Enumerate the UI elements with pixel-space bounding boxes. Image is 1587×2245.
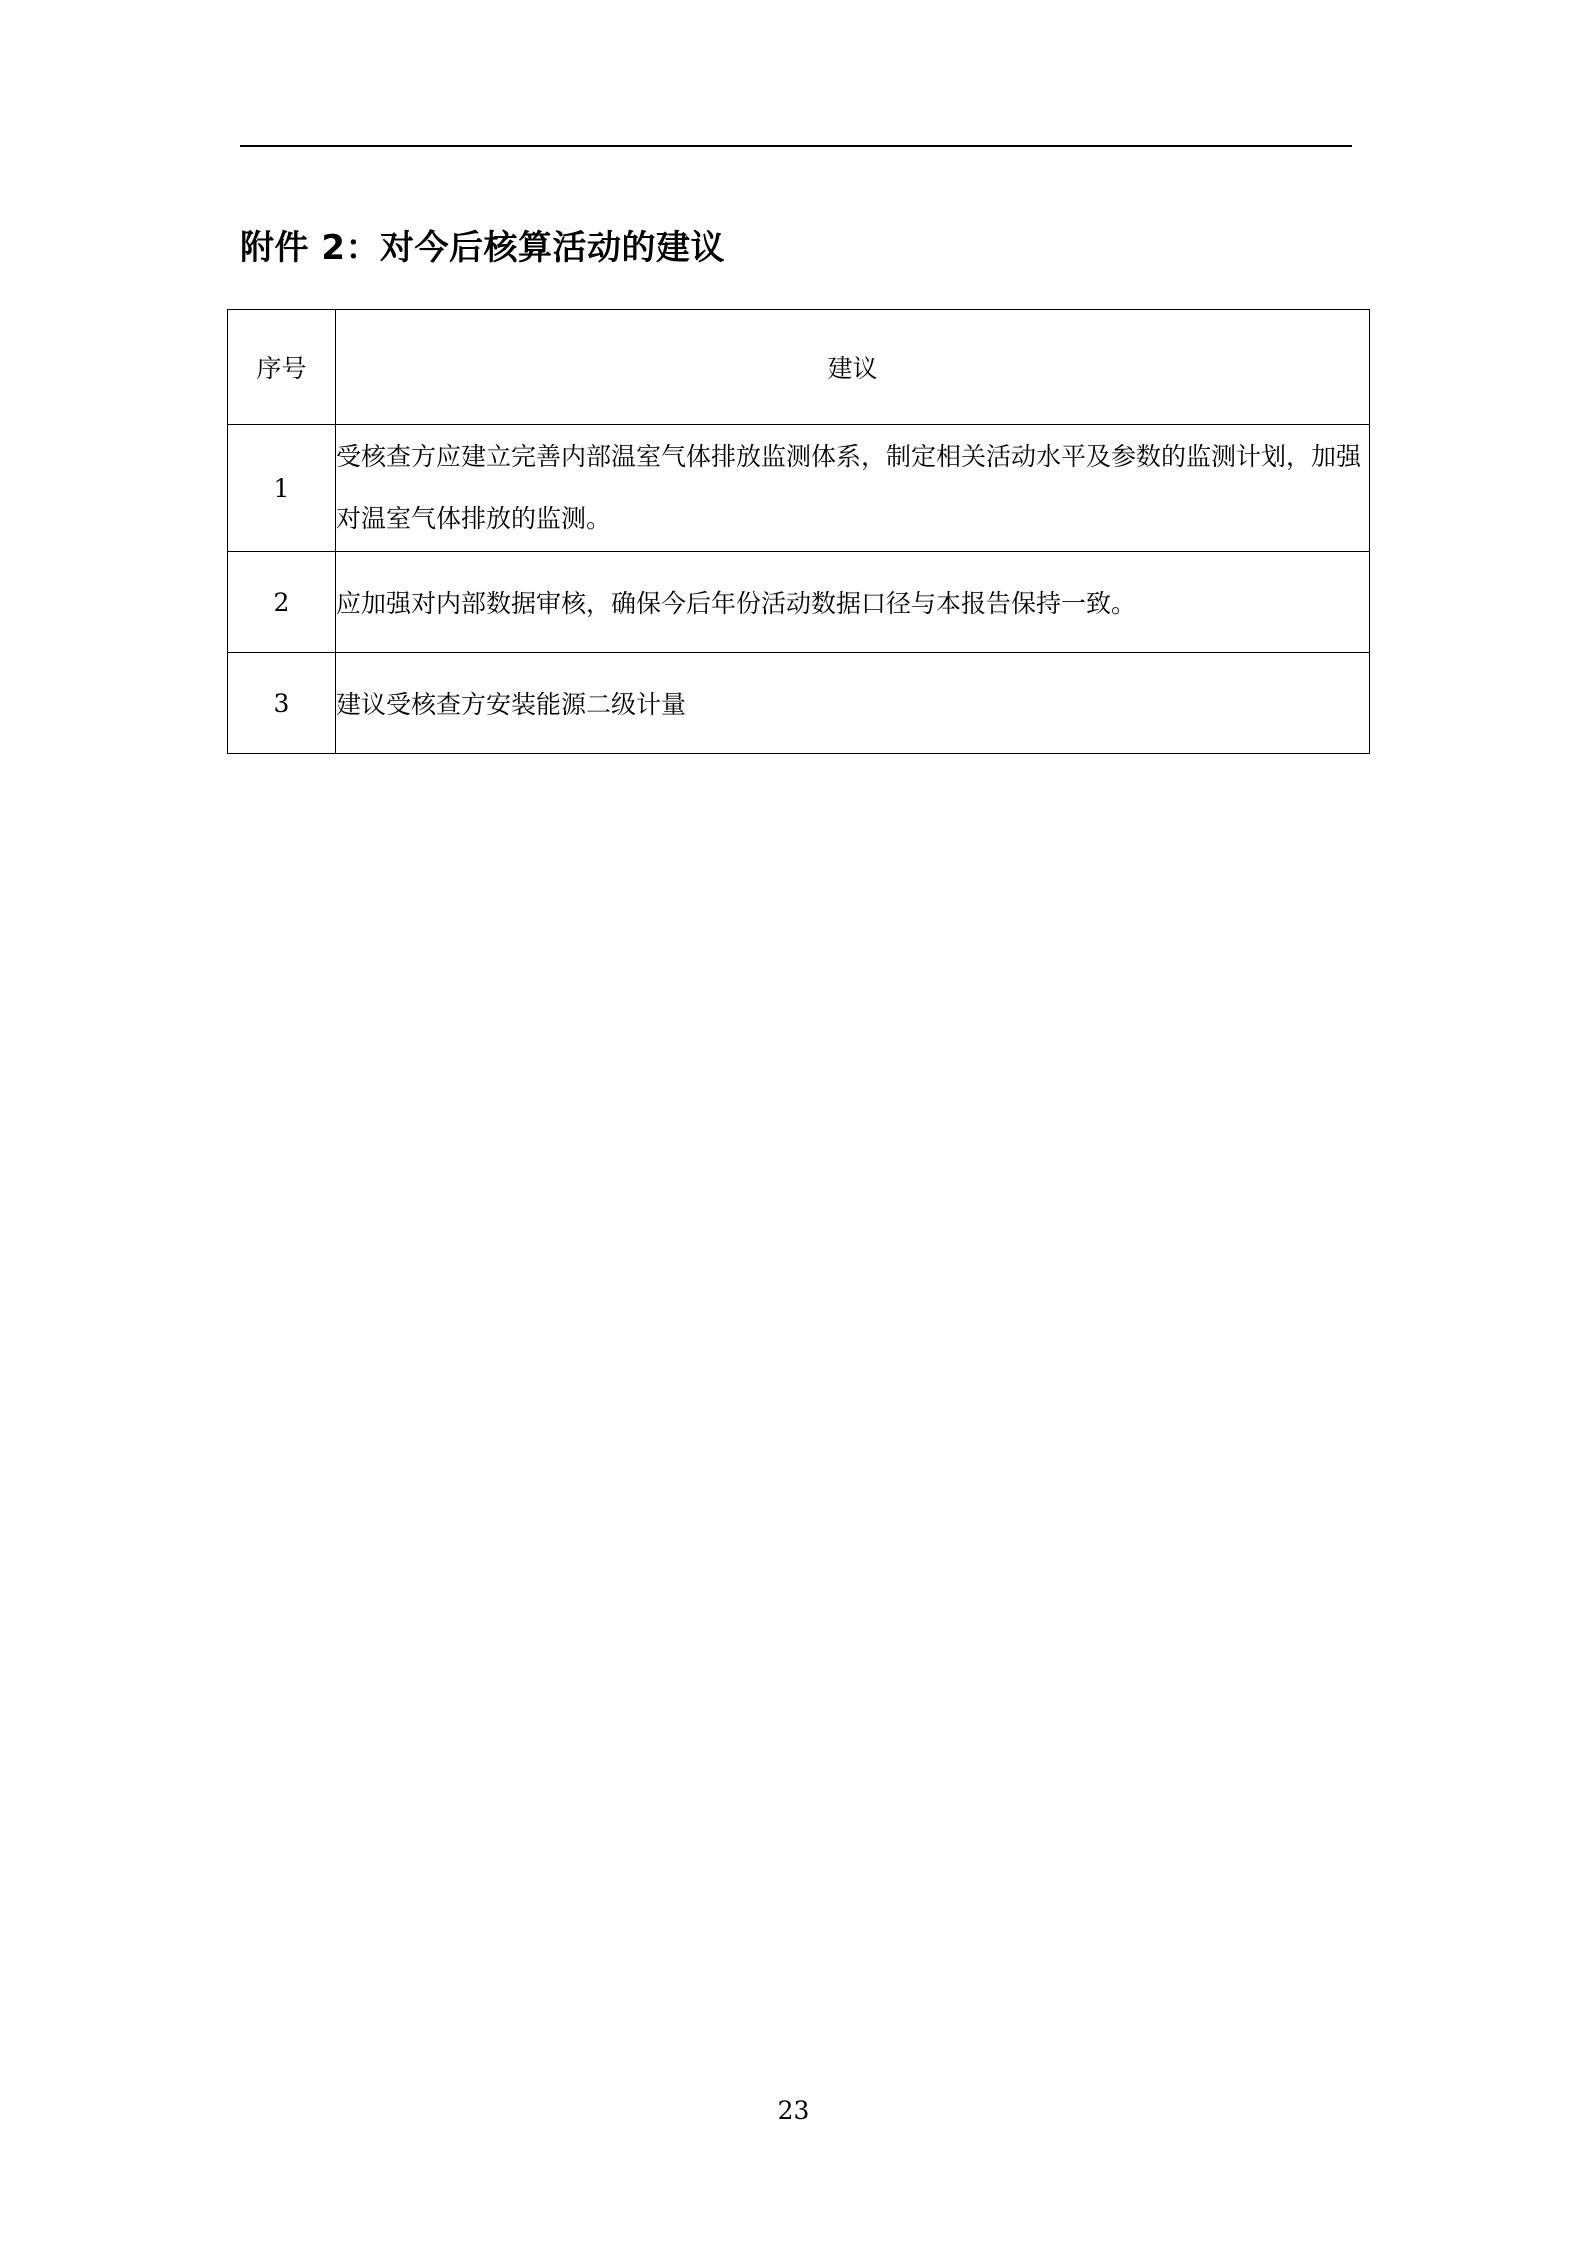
suggestions-table bbox=[227, 309, 1370, 754]
column-header-suggestion: 建议 bbox=[336, 310, 1370, 425]
column-header-number: 序号 bbox=[228, 310, 336, 425]
table-row bbox=[228, 425, 1370, 552]
row-suggestion: 应加强对内部数据审核，确保今后年份活动数据口径与本报告保持一致。 bbox=[336, 552, 1370, 653]
row-number: 3 bbox=[228, 653, 336, 754]
page-number: 23 bbox=[777, 2096, 810, 2125]
row-suggestion: 建议受核查方安装能源二级计量 bbox=[336, 653, 1370, 754]
table-header-row bbox=[228, 310, 1370, 425]
table-row bbox=[228, 653, 1370, 754]
header-rule bbox=[240, 145, 1352, 147]
row-number: 2 bbox=[228, 552, 336, 653]
table-row bbox=[228, 552, 1370, 653]
appendix-heading: 附件 2：对今后核算活动的建议 bbox=[240, 228, 725, 268]
row-number: 1 bbox=[228, 425, 336, 552]
row-suggestion: 受核查方应建立完善内部温室气体排放监测体系，制定相关活动水平及参数的监测计划，加强对温室气体排放的监测。 bbox=[336, 425, 1370, 552]
